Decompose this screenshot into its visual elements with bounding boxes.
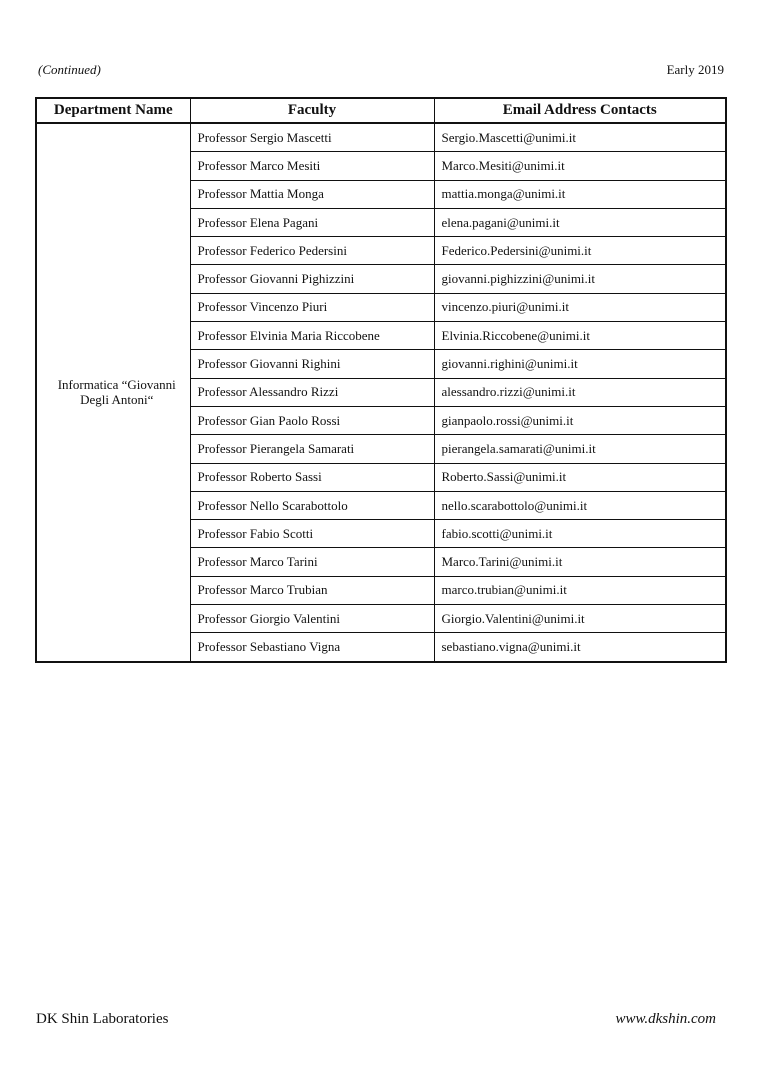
- email-cell: mattia.monga@unimi.it: [434, 180, 726, 208]
- faculty-cell: Professor Alessandro Rizzi: [190, 378, 434, 406]
- faculty-cell: Professor Fabio Scotti: [190, 520, 434, 548]
- faculty-cell: Professor Sergio Mascetti: [190, 123, 434, 152]
- faculty-cell: Professor Gian Paolo Rossi: [190, 406, 434, 434]
- email-cell: giovanni.pighizzini@unimi.it: [434, 265, 726, 293]
- table-row: [36, 123, 726, 152]
- table-header-row: [36, 98, 726, 123]
- continued-label: (Continued): [38, 62, 101, 77]
- email-cell: alessandro.rizzi@unimi.it: [434, 378, 726, 406]
- email-cell: marco.trubian@unimi.it: [434, 576, 726, 604]
- faculty-cell: Professor Nello Scarabottolo: [190, 491, 434, 519]
- faculty-cell: Professor Elvinia Maria Riccobene: [190, 322, 434, 350]
- faculty-cell: Professor Roberto Sassi: [190, 463, 434, 491]
- faculty-cell: Professor Mattia Monga: [190, 180, 434, 208]
- faculty-cell: Professor Marco Mesiti: [190, 152, 434, 180]
- faculty-cell: Professor Giorgio Valentini: [190, 605, 434, 633]
- email-cell: nello.scarabottolo@unimi.it: [434, 491, 726, 519]
- faculty-cell: Professor Pierangela Samarati: [190, 435, 434, 463]
- faculty-cell: Professor Giovanni Pighizzini: [190, 265, 434, 293]
- footer-company: DK Shin Laboratories: [36, 1011, 169, 1027]
- faculty-cell: Professor Elena Pagani: [190, 208, 434, 236]
- department-name-cell: Informatica “Giovanni Degli Antoni“: [36, 123, 190, 662]
- email-cell: Roberto.Sassi@unimi.it: [434, 463, 726, 491]
- faculty-cell: Professor Sebastiano Vigna: [190, 633, 434, 662]
- faculty-contacts-table: [35, 97, 727, 663]
- column-header-department: Department Name: [36, 98, 190, 123]
- footer-website: www.dkshin.com: [615, 1011, 716, 1027]
- email-cell: gianpaolo.rossi@unimi.it: [434, 406, 726, 434]
- email-cell: vincenzo.piuri@unimi.it: [434, 293, 726, 321]
- email-cell: Federico.Pedersini@unimi.it: [434, 237, 726, 265]
- email-cell: Sergio.Mascetti@unimi.it: [434, 123, 726, 152]
- email-cell: Marco.Tarini@unimi.it: [434, 548, 726, 576]
- column-header-email: Email Address Contacts: [434, 98, 726, 123]
- faculty-cell: Professor Marco Tarini: [190, 548, 434, 576]
- faculty-cell: Professor Marco Trubian: [190, 576, 434, 604]
- email-cell: Elvinia.Riccobene@unimi.it: [434, 322, 726, 350]
- email-cell: fabio.scotti@unimi.it: [434, 520, 726, 548]
- faculty-cell: Professor Federico Pedersini: [190, 237, 434, 265]
- email-cell: giovanni.righini@unimi.it: [434, 350, 726, 378]
- column-header-faculty: Faculty: [190, 98, 434, 123]
- faculty-cell: Professor Giovanni Righini: [190, 350, 434, 378]
- email-cell: pierangela.samarati@unimi.it: [434, 435, 726, 463]
- email-cell: Giorgio.Valentini@unimi.it: [434, 605, 726, 633]
- email-cell: elena.pagani@unimi.it: [434, 208, 726, 236]
- email-cell: Marco.Mesiti@unimi.it: [434, 152, 726, 180]
- faculty-cell: Professor Vincenzo Piuri: [190, 293, 434, 321]
- email-cell: sebastiano.vigna@unimi.it: [434, 633, 726, 662]
- date-label: Early 2019: [666, 62, 724, 77]
